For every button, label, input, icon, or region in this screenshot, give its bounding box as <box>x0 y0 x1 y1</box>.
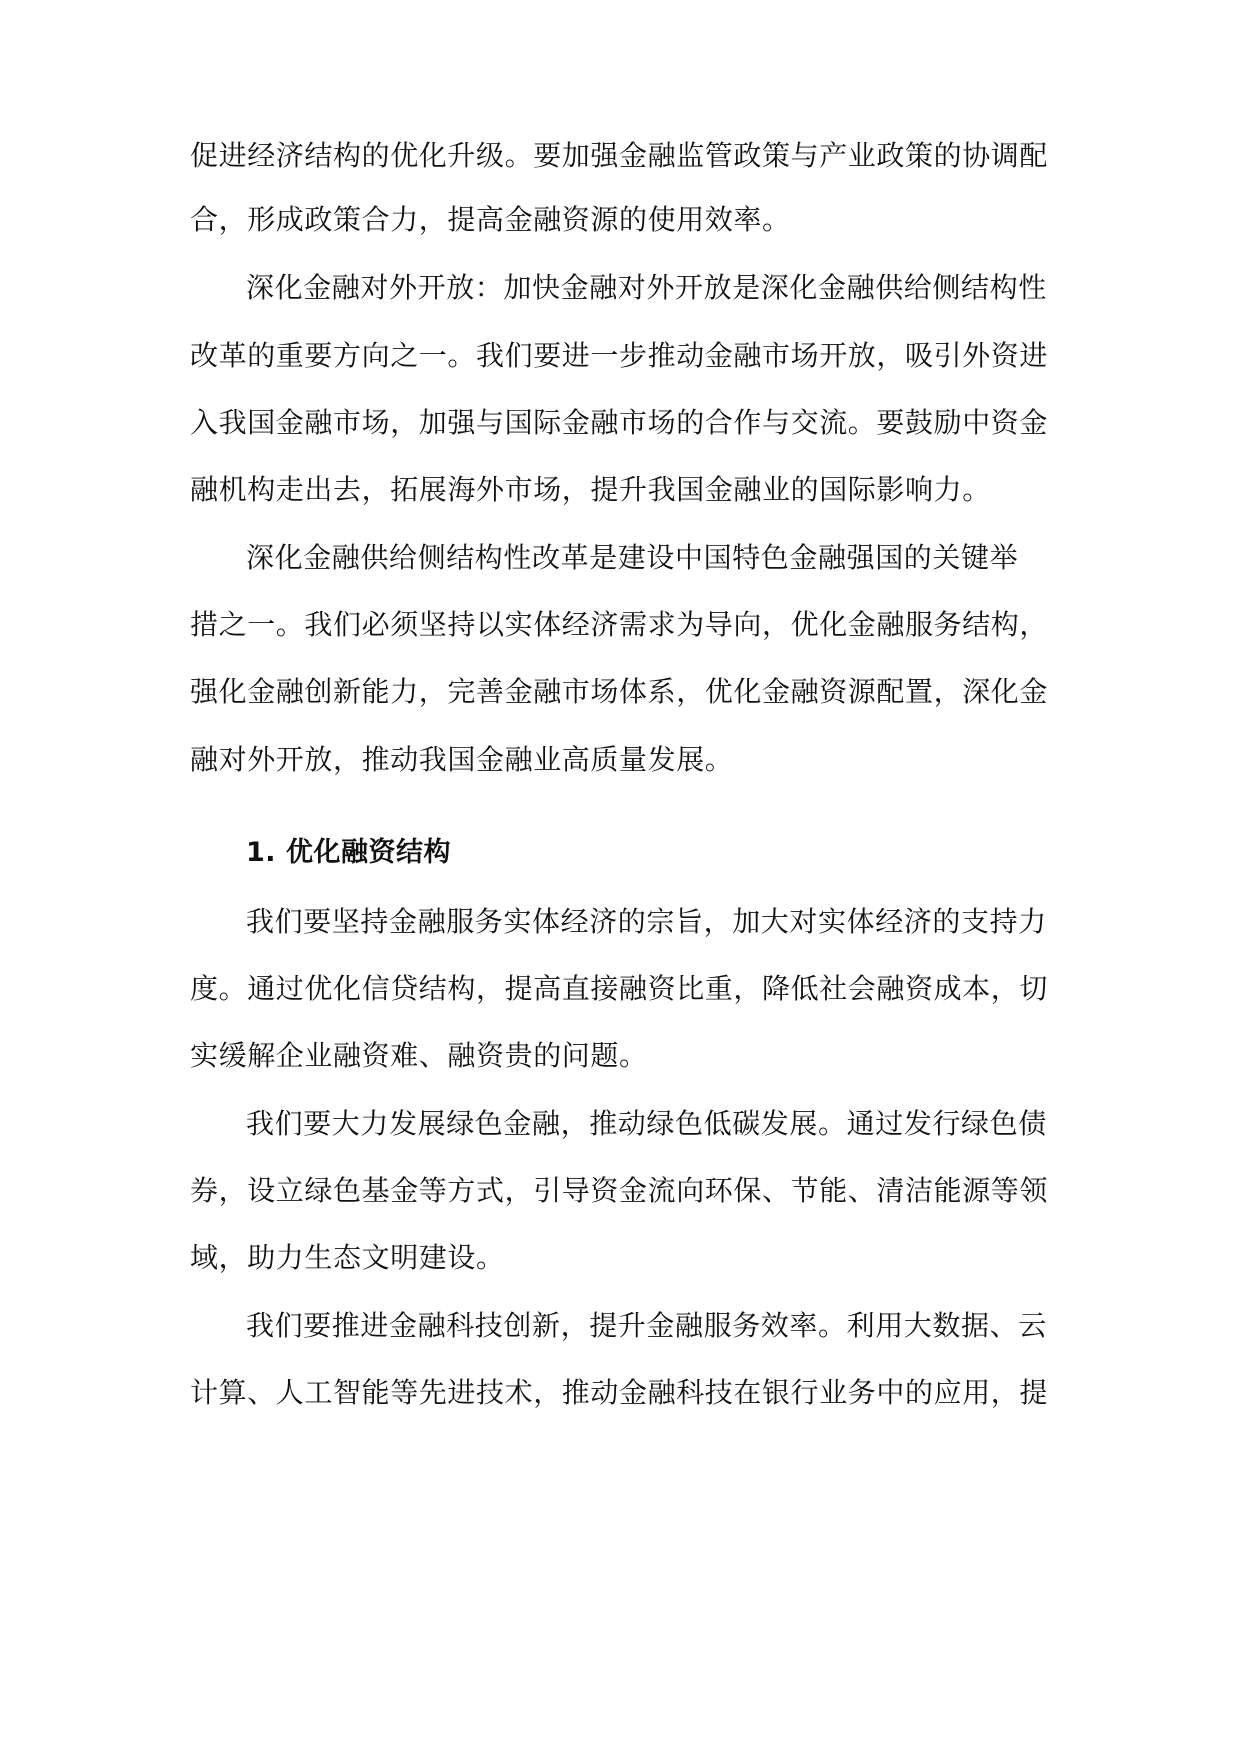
paragraph-line: 改革的重要方向之一。我们要进一步推动金融市场开放，吸引外资进 <box>190 339 1049 372</box>
paragraph-line: 我们要推进金融科技创新，提升金融服务效率。利用大数据、云 <box>246 1309 1047 1342</box>
paragraph-line: 我们要坚持金融服务实体经济的宗旨，加大对实体经济的支持力 <box>246 905 1047 938</box>
paragraph-line: 深化金融对外开放：加快金融对外开放是深化金融供给侧结构性 <box>246 271 1047 304</box>
paragraph-line: 我们要大力发展绿色金融，推动绿色低碳发展。通过发行绿色债 <box>246 1107 1047 1140</box>
paragraph-line: 实缓解企业融资难、融资贵的问题。 <box>190 1039 648 1072</box>
paragraph-line: 强化金融创新能力，完善金融市场体系，优化金融资源配置，深化金 <box>190 675 1049 708</box>
section-heading: 1. 优化融资结构 <box>246 837 451 868</box>
paragraph-line: 促进经济结构的优化升级。要加强金融监管政策与产业政策的协调配 <box>190 139 1049 172</box>
paragraph-line: 域，助力生态文明建设。 <box>190 1241 505 1274</box>
paragraph-line: 融机构走出去，拓展海外市场，提升我国金融业的国际影响力。 <box>190 473 991 506</box>
paragraph-line: 措之一。我们必须坚持以实体经济需求为导向，优化金融服务结构， <box>190 608 1049 641</box>
paragraph-line: 计算、人工智能等先进技术，推动金融科技在银行业务中的应用，提 <box>190 1376 1049 1409</box>
paragraph-line: 度。通过优化信贷结构，提高直接融资比重，降低社会融资成本，切 <box>190 972 1049 1005</box>
paragraph-line: 深化金融供给侧结构性改革是建设中国特色金融强国的关键举 <box>246 541 1019 574</box>
paragraph-line: 融对外开放，推动我国金融业高质量发展。 <box>190 743 734 776</box>
paragraph-line: 入我国金融市场，加强与国际金融市场的合作与交流。要鼓励中资金 <box>190 406 1049 439</box>
paragraph-line: 合，形成政策合力，提高金融资源的使用效率。 <box>190 203 791 236</box>
paragraph-line: 券，设立绿色基金等方式，引导资金流向环保、节能、清洁能源等领 <box>190 1174 1049 1207</box>
